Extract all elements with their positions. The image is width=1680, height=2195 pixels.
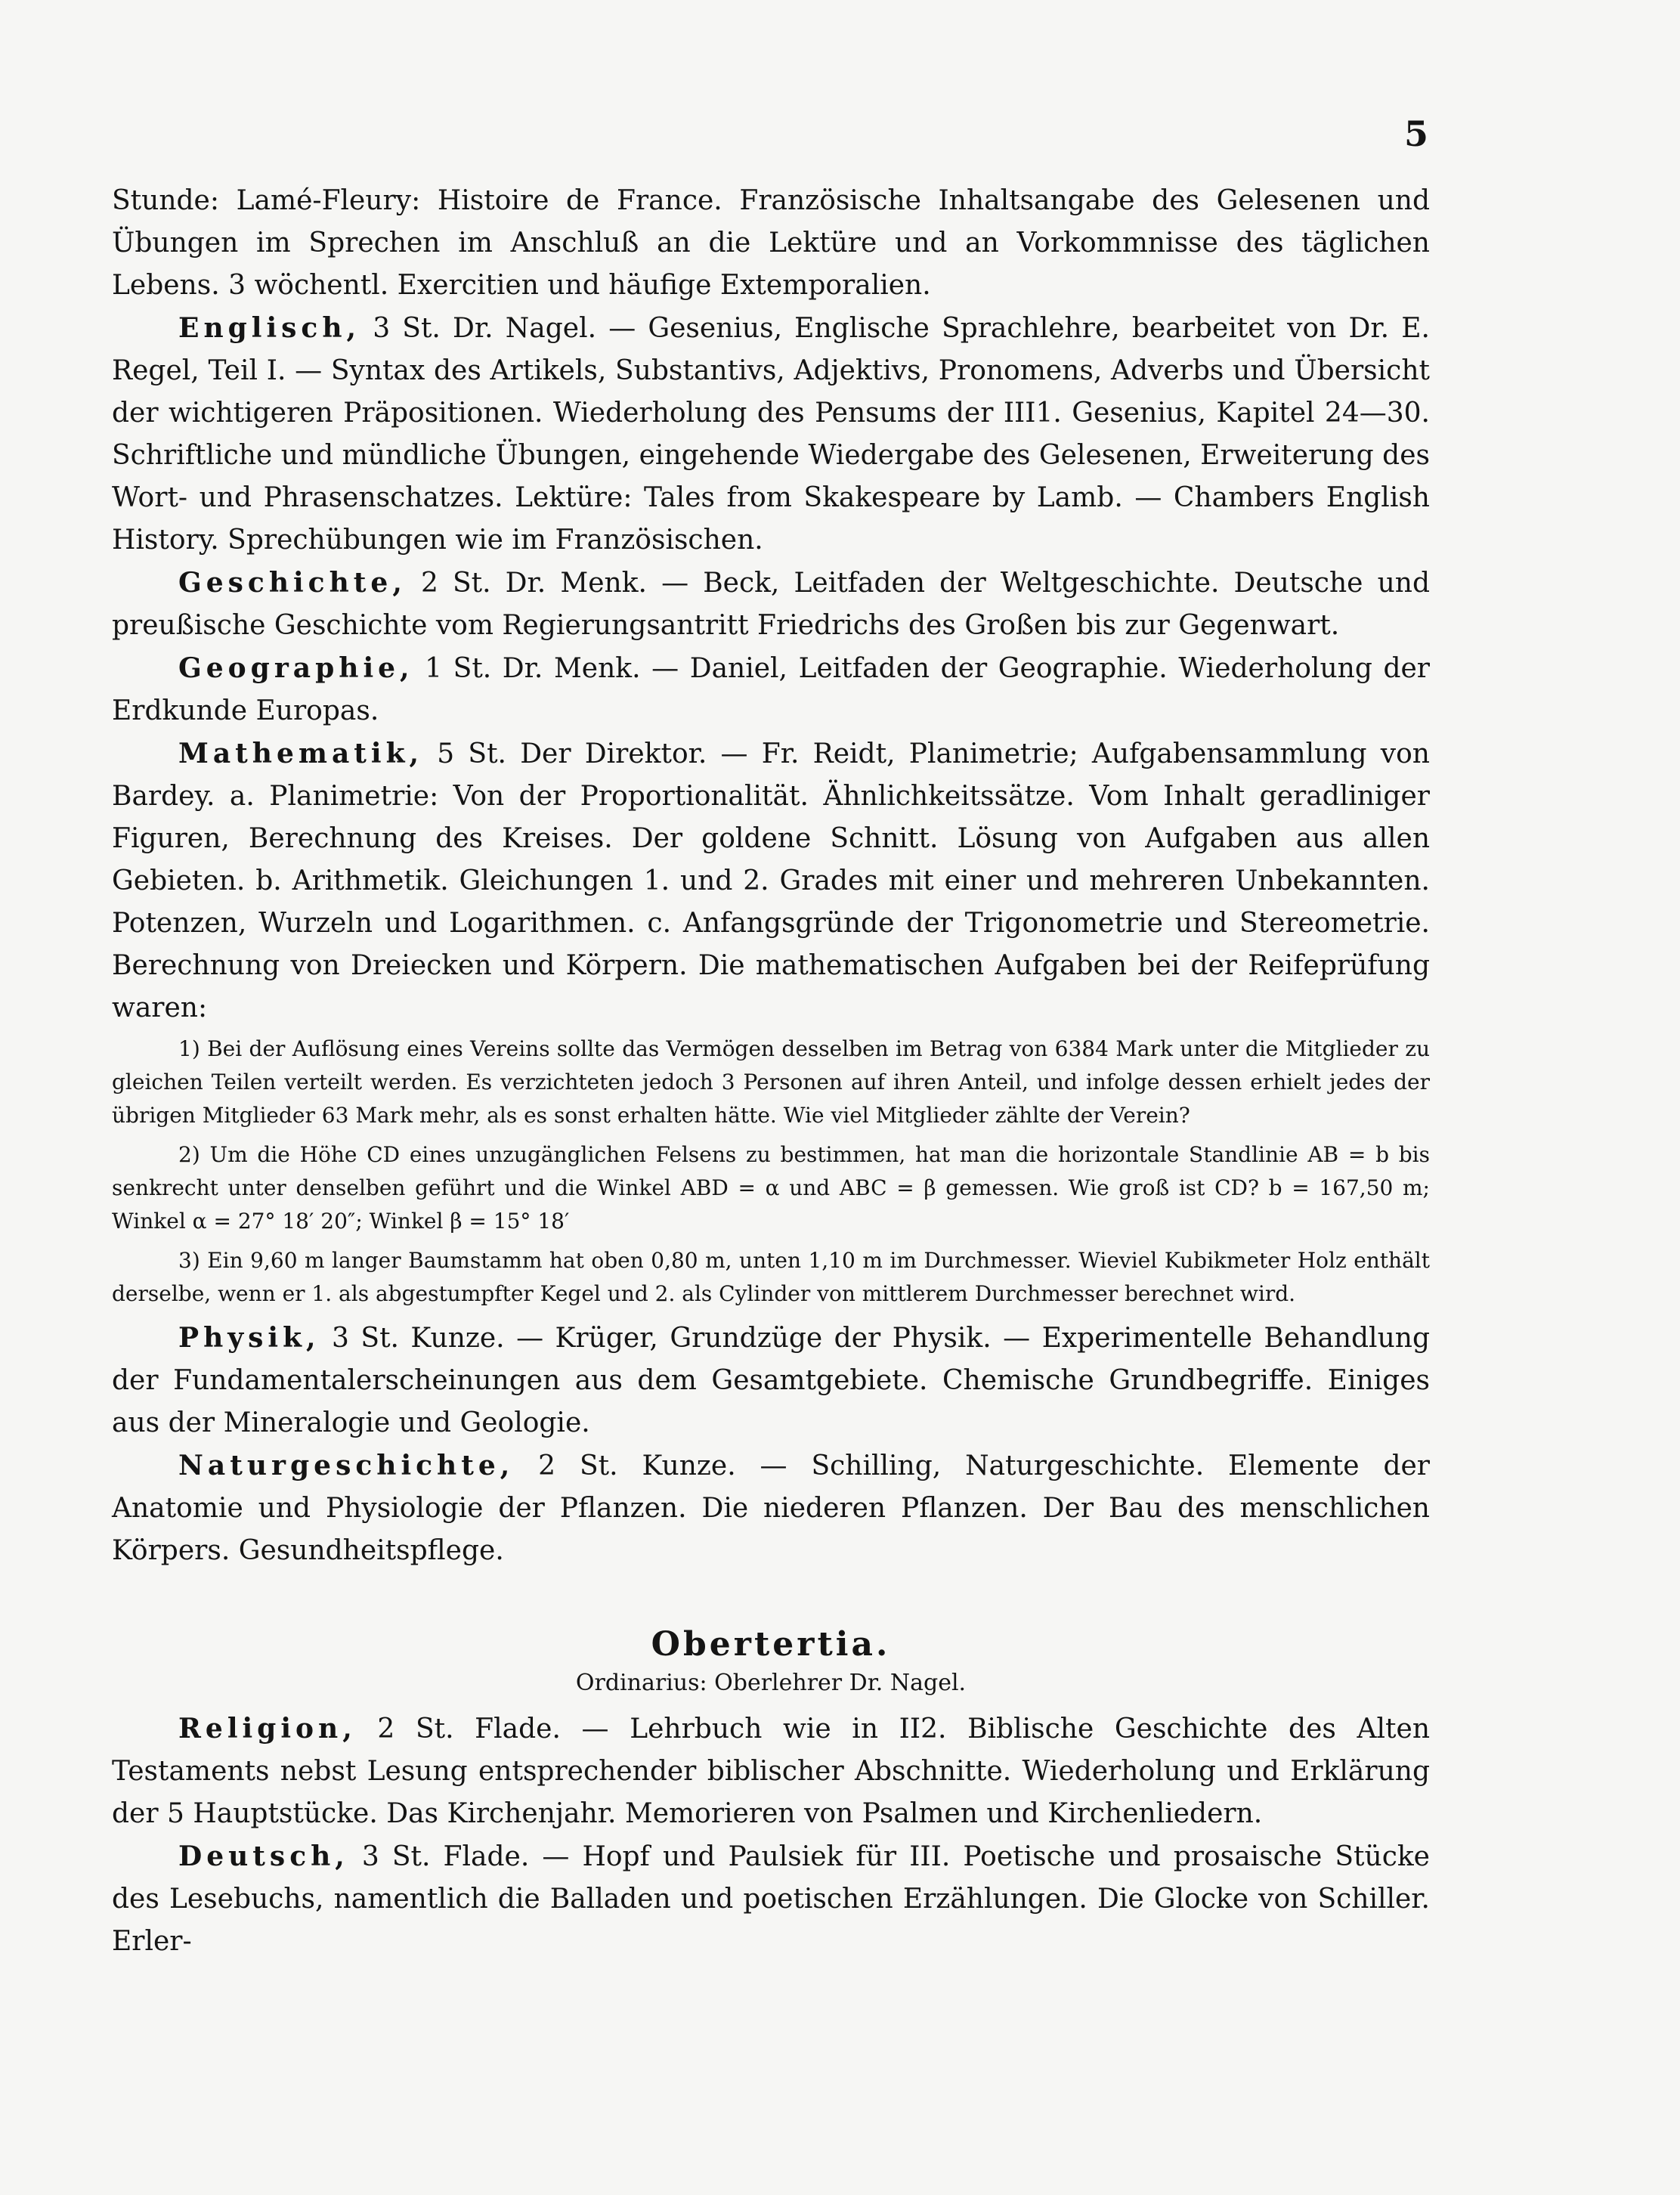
paragraph-mathematics bbox=[112, 732, 1430, 1029]
subject-title: Physik, bbox=[178, 1322, 320, 1354]
subject-title: Deutsch, bbox=[178, 1841, 349, 1872]
section-heading: Obertertia. bbox=[651, 1625, 891, 1664]
exam-task-1: 1) Bei der Auflösung eines Vereins sollte das Vermögen desselben im Betrag von 6384 Mark unter die Mitglieder zu gleichen Teilen verteilt werden. Es verzichteten jedoch 3 Personen auf ihren Anteil, und infolge dessen erhielt jedes der übrigen Mitglieder 63 Mark mehr, als es sonst erhalten hätte. Wie viel Mitglieder zählte der Verein? bbox=[112, 1036, 1430, 1128]
subject-title: Geschichte, bbox=[178, 567, 407, 599]
exam-task-3: 3) Ein 9,60 m langer Baumstamm hat oben 0,80 m, unten 1,10 m im Durchmesser. Wieviel Kubikmeter Holz enthält derselbe, wenn er 1. als abgestumpfter Kegel und 2. als Cylinder von mittlerem Durchmesser berechnet wird. bbox=[112, 1248, 1430, 1306]
paragraph-text: 1 St. Dr. Menk. — Daniel, Leitfaden der Geographie. Wiederholung der Erdkunde Europas. bbox=[112, 653, 1430, 726]
paragraph-religion bbox=[112, 1707, 1430, 1835]
subject-title: Geographie, bbox=[178, 652, 414, 684]
subject-title: Naturgeschichte, bbox=[178, 1450, 515, 1481]
paragraph-text: 2 St. Kunze. — Schilling, Naturgeschichte. Elemente der Anatomie und Physiologie der Pflanzen. Die niederen Pflanzen. Der Bau des menschlichen Körpers. Gesundheitspflege. bbox=[112, 1450, 1430, 1566]
paragraph-english bbox=[112, 307, 1430, 562]
paragraph-text: 2 St. Flade. — Lehrbuch wie in II2. Biblische Geschichte des Alten Testaments nebst Lesung entsprechender biblischer Abschnitte. Wiederholung und Erklärung der 5 Hauptstücke. Das Kirchenjahr. Memorieren von Psalmen und Kirchenliedern. bbox=[112, 1714, 1430, 1829]
paragraph-geography bbox=[112, 647, 1430, 732]
exam-task-2: 2) Um die Höhe CD eines unzugänglichen Felsens zu bestimmen, hat man die horizontale Standlinie AB = b bis senkrecht unter denselben geführt und die Winkel ABD = α und ABC = β gemessen. Wie groß ist CD? b = 167,50 m; Winkel α = 27° 18′ 20″; Winkel β = 15° 18′ bbox=[112, 1142, 1430, 1234]
paragraph-history bbox=[112, 562, 1430, 647]
paragraph-natural-history bbox=[112, 1444, 1430, 1572]
paragraph-text: 3 St. Dr. Nagel. — Gesenius, Englische Sprachlehre, bearbeitet von Dr. E. Regel, Teil I. — Syntax des Artikels, Substantivs, Adjektivs, Pronomens, Adverbs und Übersicht der wichtigeren Präpositionen. Wiederholung des Pensums der III1. Gesenius, Kapitel 24—30. Schriftliche und mündliche Übungen, eingehende Wiedergabe des Gelesenen, Erweiterung des Wort- und Phrasenschatzes. Lektüre: Tales from Skakespeare by Lamb. — Chambers English History. Sprechübungen wie im Französischen. bbox=[112, 313, 1430, 556]
paragraph-text: Stunde: Lamé-Fleury: Histoire de France. Französische Inhaltsangabe des Gelesenen und Übungen im Sprechen im Anschluß an die Lektüre und an Vorkommnisse des täglichen Lebens. 3 wöchentl. Exercitien und häufige Extemporalien. bbox=[112, 185, 1430, 301]
paragraph-german bbox=[112, 1835, 1430, 1963]
paragraph-text: 3 St. Flade. — Hopf und Paulsiek für III. Poetische und prosaische Stücke des Lesebuchs, namentlich die Balladen und poetischen Erzählungen. Die Glocke von Schiller. Erler- bbox=[112, 1841, 1430, 1957]
subject-title: Mathematik, bbox=[178, 738, 424, 769]
paragraph-text: 3 St. Kunze. — Krüger, Grundzüge der Physik. — Experimentelle Behandlung der Fundamentalerscheinungen aus dem Gesamtgebiete. Chemische Grundbegriffe. Einiges aus der Mineralogie und Geologie. bbox=[112, 1323, 1430, 1438]
subject-title: Religion, bbox=[178, 1713, 357, 1745]
text-block bbox=[112, 180, 1430, 1963]
paragraph-text: 5 St. Der Direktor. — Fr. Reidt, Planimetrie; Aufgabensammlung von Bardey. a. Planimetrie: Von der Proportionalität. Ähnlichkeitssätze. Vom Inhalt geradliniger Figuren, Berechnung des Kreises. Der goldene Schnitt. Lösung von Aufgaben aus allen Gebieten. b. Arithmetik. Gleichungen 1. und 2. Grades mit einer und mehreren Unbekannten. Potenzen, Wurzeln und Logarithmen. c. Anfangsgründe der Trigonometrie und Stereometrie. Berechnung von Dreiecken und Körpern. Die mathematischen Aufgaben bei der Reifeprüfung waren: bbox=[112, 738, 1430, 1023]
paragraph-physics bbox=[112, 1317, 1430, 1444]
paragraph-french-continued bbox=[112, 180, 1430, 307]
page-number: 5 bbox=[1404, 113, 1429, 154]
section-subheading: Ordinarius: Oberlehrer Dr. Nagel. bbox=[575, 1670, 967, 1696]
subject-title: Englisch, bbox=[178, 312, 361, 344]
paragraph-text: 2 St. Dr. Menk. — Beck, Leitfaden der Weltgeschichte. Deutsche und preußische Geschichte vom Regierungsantritt Friedrichs des Großen bis zur Gegenwart. bbox=[112, 568, 1430, 641]
